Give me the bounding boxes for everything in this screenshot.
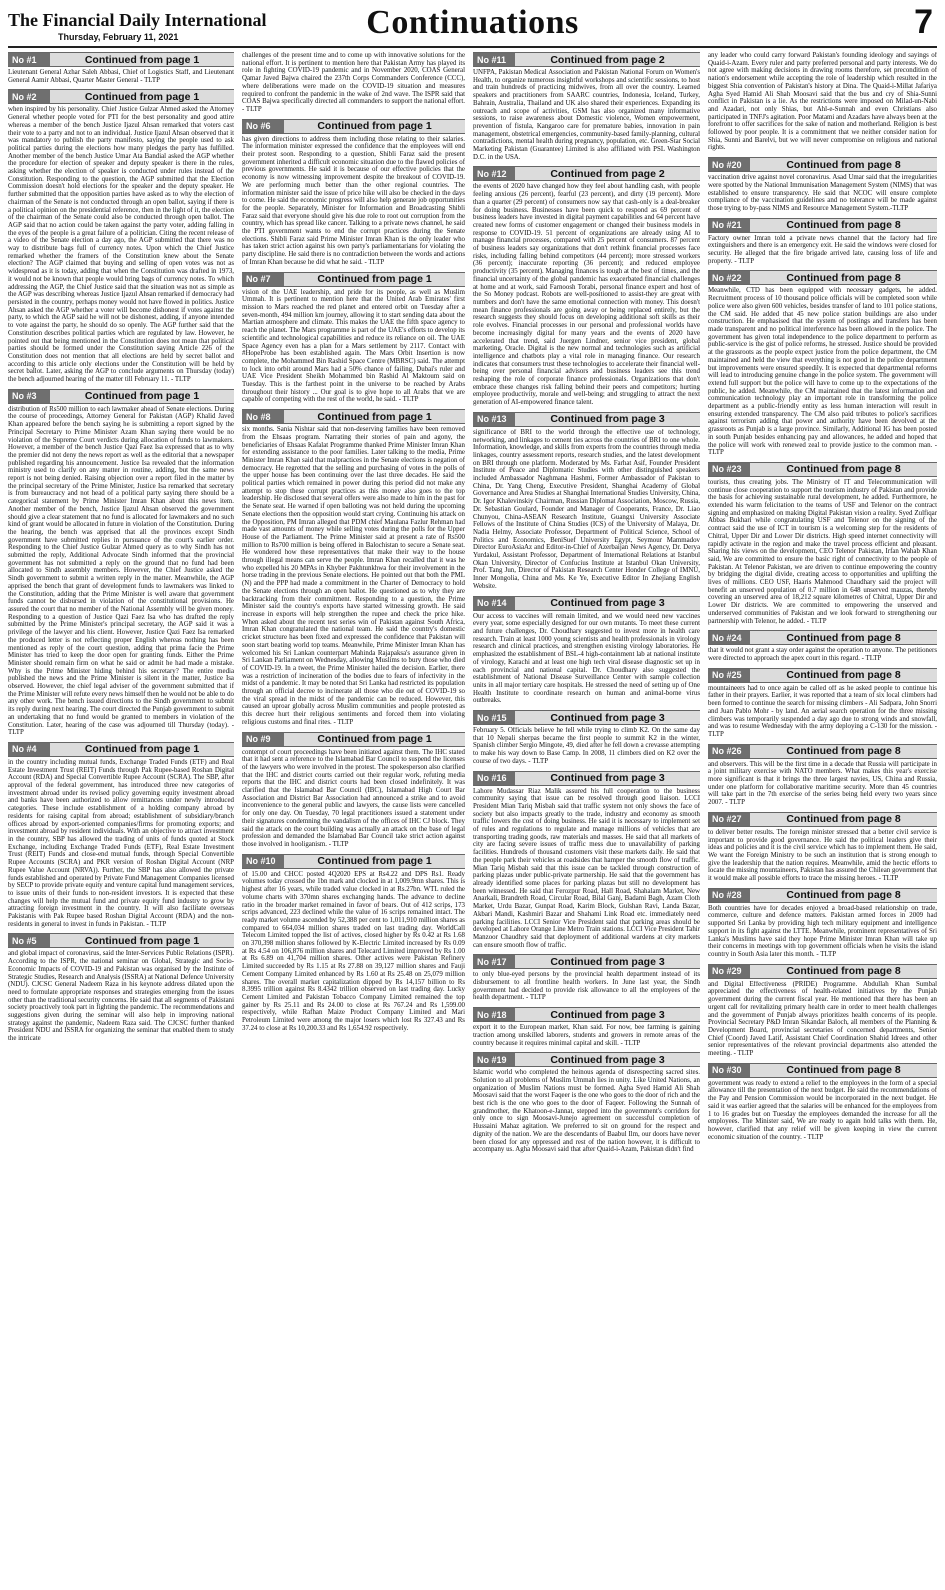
article-number-label: No #2 [8,90,50,103]
article-number-label: No #18 [473,1008,515,1021]
article-body: and Digital Effectiveness (PRIDE) Programme. Abdullah Khan Sumbal appreciated the effectiveness of health-related initiatives by the Punjab government during the current fiscal year. He mentioned that there has been an urgent call for revitalizing primary health care in order to meet health challenges and the government of Punjab always prioritizes health concerns of its people. Provincial Secretary P&D Imran Sikandar Baloch, all members of the Planning & Development Board, provincial secretaries of concerned departments, Senior Chief (Coord) Javed Latif, Assistant Chief Coordination Shahid Idrees and other senior representatives of the relevant provincial departments also attended the meeting. - TLTP [708,980,937,1058]
section-title: Continuations [366,4,579,41]
continued-from-label: Continued from page 8 [750,745,937,758]
article-block [242,409,465,726]
continued-from-label: Continued from page 1 [50,90,234,103]
continuation-bar [8,52,234,67]
article-body: and observers. This will be the first time in a decade that Russia will participate in a joint military exercise with NATO members. What makes this year's exercise more significant is that it brings the three largest navies, US, China and Russia, under one platform for collaborative maritime security. More than 45 countries will take part in the 7th exercise of the series being held every two years since 2007. - TLTP [708,760,937,807]
article-number-label: No #23 [708,463,750,476]
continued-from-label: Continued from page 8 [750,669,937,682]
article-block [708,888,937,959]
column-2 [242,52,465,1584]
article-number-label: No #16 [473,772,515,785]
article-number-label: No #6 [242,120,284,133]
continuation-bar [473,412,700,427]
article-number-label: No #22 [708,271,750,284]
article-body: and global impact of coronavirus, said the Inter-Services Public Relations (ISPR). According to the ISPR, the national seminar on Global, Strategic and Socio-Economic Impacts of COVID-19 and Pakistan was organised by the Institute of Strategic Studies, Research and Analysis (ISSRA) at National Defence University (NDU). CJCSC General Nadeem Raza in his keynote address dilated upon the need to formulate appropriate responses and strategies emerging from the issues other than the traditional security concerns. He said that all segments of Pakistani society proactively took part in fighting the pandemic. The recommendations and suggestions given during the seminar will also help in improving national strategy against the pandemic, Nadeem Raza said. The CJCSC further thanked President NDU and ISSRA for organizing the seminar that enabled them to study the intricate [8,950,234,1043]
article-body: any leader who could carry forward Pakistan's founding ideology and sayings of Quaid-i-Azam. Every ruler and party preferred personal and party interests. We do not agree with making decisions in drawing rooms therefore, set precondition of nation's endorsement while accepting the role of leadership which resulted in the biggest Shia convention of Pakistan's history at Dina. The Quaid-i-Millat Jafariya Agha Syed Hamid Ali Shah Moosavi said that the bus and cry of Shia-Sunni conflict in Pakistan is a lie. As the restrictions were imposed on Milad-un-Nabi and Azadari, not only Shias, but Ahl-e-Sunnah and even Christians also participated in TNFJ's agitation. Poor Matami and Azadars have always been at the forefront to offer sacrifices for the sake of nation and motherland. Religion is best followed by poor people. It is a commitment that we neither consider nation for Shia, Sunni and Barelvi, but we will never compromise on religious and national rights. [708,52,937,152]
article-number-label: No #19 [473,1053,515,1066]
continuation-bar [708,668,937,683]
article-number-label: No #4 [8,743,50,756]
continuation-bar [8,89,234,104]
article-block [242,854,465,1033]
continuation-bar [473,166,700,181]
continuation-bar [473,710,700,725]
continued-from-label: Continued from page 8 [750,463,937,476]
continued-from-label: Continued from page 1 [284,410,465,423]
article-block [242,52,465,114]
continued-from-label: Continued from page 8 [750,965,937,978]
article-body: vision of the UAE leadership, and pride for its people, as well as Muslim Ummah. It is pertinent to mention here that the United Arab Emirates' first mission to Mars reached the red planet and entered orbit on Tuesday after a seven-month, 494 million km journey, allowing it to start sending data about the Martian atmosphere and climate. This makes the UAE the fifth space agency to reach the planet. The Mars programme is part of the UAE's efforts to develop its scientific and technological capabilities and reduce its reliance on oil. The UAE Space Agency even has a plan for a Mars settlement by 2117. Contact with #HopeProbe has been established again. The Mars Orbit Insertion is now complete, the Mohammed Bin Rashid Space Centre (MBRSC) said. The attempt to lock into orbit around Mars had a 50% chance of failing, Dubai's ruler and UAE Vice President Sheikh Mohammed bin Rashid Al Maktoum said on Tuesday. This is the farthest point in the universe to be reached by Arabs throughout their history ... Our goal is to give hope to all Arabs that we are capable of competing with the rest of the world, he said. - TLTP [242,288,465,404]
continuation-bar [242,119,465,134]
article-number-label: No #1 [8,53,50,66]
continued-from-label: Continued from page 1 [284,855,465,868]
continued-from-label: Continued from page 8 [750,158,937,171]
article-number-label: No #9 [242,733,284,746]
article-body: has given directions to address them including those relating to their salaries. The information minister expressed the confidence that the employees will end their protest soon. Responding to a question, Shibli Faraz said the present government inherited a difficult economic situation due to the flawed policies of previous governments. He said it is because of our effective policies that the economy is now witnessing improvement despite the breakout of COVID-19. We are performing much better than the other regional countries. The information minister said the issue of price hike will also be checked in the days to come. He said the economic progress will also help generate job opportunities for the people. Separately, Minister for Information and Broadcasting Shibli Faraz said that everyone should give his due role to root out corruption from the country, which has spread like cancer. Talking to a private news channel, he said the PTI government wants to end the corrupt practices during the Senate elections. Shibli Faraz said Prime Minister Imran Khan is the only leader who has taken strict action against his own party's parliamentarians for violating the party discipline. He said there is no contradiction between the words and actions of Imran Khan because he did what he said. - TLTP [242,135,465,266]
article-body: Meanwhile, CTD has been equipped with necessary gadgets, he added. Recruitment process of 10 thousand police officials will be completed soon while police were also given 600 vehicles, besides transfer of land to 101 police stations, the CM said. He added that 45 new police station buildings are also under construction. He emphasised that the system of postings and transfers has been made transparent and no political interference has been allowed in the police. The government has given total independence to the police department to perform as public-service is the gist of police reforms, he stressed. Justice should be provided at the grassroots as the people expect justice from the police department, the CM maintained and held the view that everything is not good in the police department but improvements were ensured speedily. It is expected that departmental reforms will lead to introducing genuine change in the police system. The government will extend full support but the police will have to come up to the expectations of the public, he added. Meanwhile, the CM maintained that the latest information and communication technology play an important role in transforming the police department as a public-friendly entity as less human interaction will result in ensuring extended transparency. The CM also paid tributes to police's sacrifices against terrorism adding that power and authority have been devolved at the grassroots as Punjab is a large province. Similarly, Additional IG has been posted in south Punjab besides enhancing pay and allowances, he added and hoped that the police will work with renewed zeal to provide justice to the common man. - TLTP [708,287,937,457]
article-number-label: No #25 [708,669,750,682]
continuation-bar [708,964,937,979]
continued-from-label: Continued from page 3 [515,955,700,968]
continuation-bar [473,596,700,611]
article-body: six months. Sania Nishtar said that non-deserving families have been removed from the Ehsaas program. Narrating their stories of pain and agony, the beneficiaries of Ehsaas Kafalat Programme thanked Prime Minister Imran Khan for extending assistance to the poor families. Later talking to the media, Prime Minister Imran Khan said that malpractices in the Senate elections is negation of democracy. He regretted that the selling and purchasing of votes in the polls of the upper house has been continuing over the last three decades. He said the political parties which remained in power during this period did not make any attempt to stop these corrupt practices as this money also goes to the top leadership. He disclosed that several offers were also made to him in the past for the Senate seat. He warned if open balloting was not held during the upcoming Senate elections then the opposition would start crying. Continuing his attack on the Opposition, PM Imran alleged that PDM chief Maulana Fazlur Rehman had made vast amounts of money while selling votes during the polls for the Upper House of the Parliament. The Prime Minister said at present a rate of Rs500 million to Rs700 million is being offered in Balochistan to secure a Senate seat. He wondered how these representatives that make their way to the house through illegal means can serve the people. Imran Khan recalled that it was he who expelled his 20 MPAs in Khyber Pakhtunkhwa for their involvement in the horse trading in the previous Senate elections. He pointed out that both the PML (N) and the PPP had made a commitment in the Charter of Democracy to hold the Senate elections through an open ballot. He questioned as to why they are backtracking from their commitment. Responding to a question, the Prime Minister said the country's exports have started witnessing growth. He said increase in exports will help strengthen the rupee and check the price hike. When asked about the recent test series win of Pakistan against South Africa, Imran Khan congratulated the national team. He said the country's domestic cricket structure has been fixed and expressed the confidence that Pakistan will soon start beating world top teams. Meanwhile, Prime Minister Imran Khan has welcomed his Sri Lankan counterpart Mahinda Rajapaksa's assurance given in Sri Lankan Parliament on Wednesday, allowing Muslims to bury those who died of COVID-19. In a tweet, the Prime Minister hailed the decision. Earlier, there was a restriction of incineration of the bodies due to fears of infectivity in the midst of a pandemic. It may be noted that Sri Lanka had restricted its population through an official decree to incinerate all those who die out of COVID-19 so the viral spread in the midst of the pandemic can be reduced. However, this caused an uproar globally across Muslim communities and people protested as this decree hurt their religious sentiments and forced them into violating religious customs and final rites. - TLTP [242,426,465,726]
article-number-label: No #28 [708,889,750,902]
issue-date: Thursday, February 11, 2021 [58,32,179,42]
page-header [8,4,937,48]
continued-from-label: Continued from page 8 [750,631,937,644]
article-number-label: No #21 [708,219,750,232]
article-number-label: No #7 [242,273,284,286]
continued-from-label: Continued from page 3 [515,772,700,785]
article-body: mountaineers had to once again be called off as he asked people to continue his father in their prayers. Earlier, it was reported that a team of six local climbers had been formed to continue the search for missing climbers - Ali Sadpara, John Snorri and Juan Pablo Mohr - by land. An aerial search operation for the three missing climbers was temporarily suspended a day ago due to strong winds and snowfall, and was to resume Wednesday with the army deploying a C-130 for the mission. - TLTP [708,684,937,738]
article-number-label: No #13 [473,413,515,426]
continuation-bar [708,744,937,759]
article-body: distribution of Rs500 million to each lawmaker ahead of Senate elections. During the course of proceedings, Attorney General for Pakistan (AGP) Khalid Javed Khan appeared before the bench saying he is submitting a report signed by the Principal Secretary to Prime Minister Azam Khan saying there would be no violation of the Supreme Court verdicts during allocation of funds to lawmakers. However, a member of the bench Justice Qazi Faez Isa expressed that as to why the premier did not deny the news report as well as the editorial that a newspaper published regarding his announcement. Justice Isa revealed that the information ministry used to clarify on any matter in routine, adding, but the same news report is not being denied. Raising objection over a report filed in the matter by the principal secretary of the Prime Minister, Justice Isa remarked that secretary is from bureaucracy and not head of a political party saying there should be a categorical statement by Prime Minister Imran Khan about this news item. Another member of the bench, Justice Ijazul Ahsan observed the government should give a clear statement that no fund is allocated for lawmakers and no such kind of grant would be allocated in future in violation of the Constitution. During the hearing, the bench was apprised that all the provinces except Sindh government have submitted replies in pursuance of the court's earlier order. Responding to the Chief Justice Gulzar Ahmed query as to why Sindh has not submitted the reply, Additional Advocate Sindh informed that the provincial government has not submitted a reply on the ground that no fund had been allocated to Sindh assembly members. However, the Chief Justice asked the Sindh government to submit a written reply in the matter. Meanwhile, the AGP apprised the bench that grant of development funds to lawmakers was linked to the Constitution, adding that the Prime Minister is well aware that government funds cannot be disbursed in violation of the constitutional provisions. He assured the court that no member of the National Assembly will be given money. Responding to a question of Justice Qazi Faez Isa who has drafted the reply submitted by the Prime Minister's principal secretary, the AGP said it was a privilege of the lawyer and his client. However, Justice Qazi Faez Isa remarked the produced letter is not reflecting proper English whereas nothing has been mentioned as reply of the court question, adding that prima facie the Prime Minister has tried to keep the door open for granting funds. Either the Prime Minister should remain firm on what he said or admit he had made a mistake. Why is the Prime Minister hiding behind his secretary? The entire media published the news and the Prime Minister is silent in the matter, Justice Isa observed. However, the chief legal adviser of the government submitted that if the Prime Minister will refute every news himself then he would not be able to do any other work. The bench issued directions to the Sindh government to submit its reply during next hearing. The court directed the Punjab government to submit an undertaking that no fund would be granted to members in violation of the Constitution. Later, hearing of the case was adjourned till Thursday (today). - TLTP [8,405,234,737]
continuation-bar [473,771,700,786]
article-number-label: No #17 [473,955,515,968]
article-body: tourists, thus creating jobs. The Ministry of IT and Telecommunication will continue close cooperation to support the tourism industry of Pakistan and provide the basis for achieving sustainable rural development, he added. Furthermore, he extended his warm felicitation to the teams of USF and Telenor on the contract signing and emphasized on making Digital Pakistan vision a reality. Syed Zulfiqar Abbas Bukhari while congratulating USF and Telenor on the signing of the contract said the use of ICT in tourism is a welcoming step for the residents of Chitral, Upper Dir and Lower Dir districts. High speed internet connectivity will rapidly activate in the region and make the travel process efficient and pleasant. Sharing his views on the development, CEO Telenor Pakistan, Irfan Wahab Khan said, We are committed to ensure the basic right of connectivity to the people of Pakistan. At Telenor Pakistan, we are driven to continue empowering the country by bridging the digital divide, creating access to opportunities and uplifting the lives of millions. CEO USF, Haaris Mahmood Chaudhary said the project will benefit an unserved population of 0.7 million in 648 unserved mauzas, thereby covering an unserved area of 18,212 square kilometres of Chitral, Upper Dir and Lower Dir districts. We are committed to empowering the unserved and underserved communities of Pakistan and we look forward to strengthening our partnership with Telenor, he added. - TLTP [708,478,937,625]
article-body: Islamic world who completed the heinous agenda of disrespecting sacred sites. Solution to all problems of Muslim Ummah lies in unity. Like United Nations, an organization of Muslim Nations must be formed. Agha Syed Hamid Ali Shah Moosavi said that the worst Faqeer is the one who goes to the door of rich and the best rich is the one who goes to the door of Faqeer. Following the Sunnah of grandmother, the Khatoon-e-Jannat, stepped into the government's corridors for only once to sign Moosavi-Junejo agreement on successful completion of Hussaini Mahaz agitation. We preferred to sit on ground for the respect and dignity of the nation. We are the descendants of Baabul Ilm, our doors have never been closed for any oppressed and rest of the nation however, it is difficult to accompany us. Agha Moosavi said that after Quaid-i-Azam, Pakistan didn't find [473,1069,700,1154]
article-block [708,744,937,807]
article-block [708,812,937,883]
article-body: significance of BRI to the world through the effective use of technology, networking, and linkages to cement ties across the countries of BRI to one whole. Information, knowledge, and skills from experts from the countries through media linkages, country assessment reports, research studies, and the latest development on BRI through one platform. Moderated by Ms. Farhat Asif, Founder President Institute of Peace and Diplomatic Studies with other distinguished speakers included Ambassador Naghmana Hashmi, Former Ambassador of Pakistan to China, Dr. Yang Cheng, Executive President, Shanghai Academy of Global Governance and Area Studies at Shanghai International Studies University, China, Dr. Igor Khalevinskiy Chairman, Russian Diplomat Association, Moscow, Russia, Dr. Sebastian Goulard, Founder and Manager of Cooperants, France, Dr. Liao Chunyou, China-ASEAN Research Institute, Guangxi University Associate Fellows of the Institute of China Studies (ICS) of the University of Malaya, Dr. Nadia Helmy, Associate Professor, Department of Political Science, School of Politics and Economics, BeniSuef University Egypt, Seymour Mammadov Director EuroAsiaAz and Editor-in-Chief of Azerbaijan News Agency, Dr. Derya Yurdakul, Assistant Professor, Department of International Relations at Istanbul Okan University, Director of Confucius Institute at Istanbul Okan University, Prof. Tang Jun, Director of Pakistan Research Center Honder College of IMNU, Inner Mongolia, China and Ms. Ke Ye, Executive Editor In Zhejiang English Website. [473,428,700,590]
continuation-bar [708,1063,937,1078]
article-body: Both countries have for decades enjoyed a broad-based relationship on trade, commerce, culture and defence matters. Pakistan armed forces in 2009 had supported Sri Lanka by providing high tech military equipment and intelligence support in its fight against the LTTE. Meanwhile, prominent representatives of Sri Lanka's Muslims have said they hope Prime Minister Imran Khan will take up their concerns in meetings with top government officials when he visits the island country in South Asia later this month. - TLTP [708,904,937,958]
continued-from-label: Continued from page 1 [50,743,234,756]
article-body: Our access to vaccines will remain limited, and we would need new vaccines every year, some especially designed for our own mutants. To meet these current and future challenges, Dr. Choudhary suggested to invest more in health care research. Train at least 1000 young scientists and health professionals in virology research and clinical practices, and strengthen existing virology laboratories. He emphasized the establishment of BSL-4 high-containment lab at national institute of virology, Karachi and at least one high tech viral disease diagnostic set up in each provincial and national capital. Dr. Choudhary also suggested the establishment of National Disease Surveillance Center with sample collection units in all major tertiary care hospitals. He stressed the need of setting up of One Health Institute to coordinate research on human and animal-borne virus outbreaks. [473,612,700,705]
continuation-bar [8,389,234,404]
article-block [8,389,234,737]
continuation-bar [8,742,234,757]
article-body: challenges of the present time and to come up with innovative solutions for the national effort. It is pertinent to mention here that Pakistan Army has played its role in fighting COVID-19 pandemic and in November 2020, COAS General Qamar Javed Bajwa chaired the 237th Corps Commanders Conference (CCC), where deliberations were made on the COVID-19 situation and measures required to confront the pandemic in the wake of 2nd wave. The ISPR said that COAS Bajwa specifically directed all commanders to support the national effort. - TLTP [242,52,465,113]
article-block [473,52,700,161]
continuation-bar [473,954,700,969]
article-number-label: No #20 [708,158,750,171]
article-body: Lahore Mudassar Riaz Malik assured his full cooperation to the business community saying that issue can be resolved through good liaison. LCCI President Mian Tariq Misbah said that traffic system not only shows the face of society but also impacts greatly to the trade, industry and economy as smooth traffic lowers the cost of doing business. He said it is necessary to implement set of rules and regulations to regulate and manage millions of vehicles that are transporting trading goods, raw materials and masses. He said that all markets of city are facing severe issues of traffic mess due to unavailability of parking facilities. Hundreds of thousand customers visit these markets daily. He said that the people park their vehicles at roadsides that hamper the smooth flow of traffic. Mian Tariq Misbah said that this issue can be tackled through construction of parking plazas under public-private partnership. He said that the government has already identified some places for parking plazas but still no development has been witnessed. He said that Ferozpur Road, Hall Road, Shahalam Market, New Anarkali, Brandreth Road, Circular Road, Bilal Ganj, Badami Bagh, Azam Cloth Market, Urdu Bazar, Gunpat Road, Karim Block, Gulshan Ravi, Landa Bazar, Akbari Mandi, Kashmiri Bazar and Shahami Link Road etc. immediately need parking facilities. LCCI Senior Vice President said that parking areas should be developed at Lahore Orange Line Metro Train stations. LCCI Vice President Tahir Manzoor Chaudhry said that deployment of additional wardens at city markets can ensure smooth flow of traffic. [473,787,700,949]
article-number-label: No #26 [708,745,750,758]
continued-from-label: Continued from page 8 [750,271,937,284]
article-block [473,1052,700,1154]
article-number-label: No #3 [8,390,50,403]
column-3 [473,52,700,1584]
continued-from-label: Continued from page 3 [515,1008,700,1021]
article-block [473,771,700,950]
newspaper-name: The Financial Daily International [8,10,267,30]
article-block [708,964,937,1058]
article-body: contempt of court proceedings have been initiated against them. The IHC stated that it had sent a reference to the Islamabad Bar Council to suspend the licenses of the lawyers who were involved in the protest. The spokesperson also clarified that the IHC and district courts carried out their regular work, refuting media reports that the IHC and district courts had been closed indefinitely. It was clarified that the Islamabad Bar Council (IBC), Islamabad High Court Bar Association and District Bar Association had announced a strike and to avoid inconvenience to the general public and lawyers, the cause lists were cancelled for only one day. On Tuesday, 70 legal practitioners issued a statement under their signatures condemning the vandalism of the offices of IHC CJ block. They said the attack on the court building was actually an attack on the base of legal profession and demanded the Islamabad Bar Council take strict action against those involved in hooliganism. - TLTP [242,748,465,848]
continued-from-label: Continued from page 1 [284,273,465,286]
article-number-label: No #29 [708,965,750,978]
article-body: when inspired by his personality. Chief Justice Gulzar Ahmed asked the Attorney General whether people voted for PTI for the best personality and good attire whereas a member of the bench Justice Ijazul Ahsan remarked that voters cast their vote to a party and not to an individual. Justice Ijazul Ahsan observed that it was mandatory to publish the party manifesto, saying the people used to ask political parties during the elections how many pledges the party has fulfilled. Another member of the bench Justice Umar Ata Bandial asked the AGP whether the procedure for election of speaker and deputy speaker is there in the rules, asking whether the election of speaker is conducted under rules instead of the Constitution. Responding to the question, the AGP submitted that the Election Commission doesn't hold elections for the speaker and the deputy speaker. He further submitted that the opposition parties have asked as to why the election of chairman of the Senate is not conducted through an open ballot, saying if there is a political opinion on the presidential reference, then in the light of it, the election of the chairman of the Senate could also be conducted through open ballot. The AGP said that no action could be taken against the party voter, adding falling in the eyes of the people is a great failure of a politician. Citing the recent release of a video of the Senate election a day ago, the AGP submitted that there was no way to distribute bags full of currency notes. Upon which the Chief Justice remarked whether the framers of the Constitution knew about the Senate election? The AGP claimed that buying and selling of open votes was not as widespread as it is today, adding that when the Constitution was drafted in 1973, it would not be known that people would bring bags of currency notes. To which addressing the AGP, the Chief Justice said that the situation was not as simple as the AGP was describing whereas Justice Ijazul Ahsan remarked if democracy had persisted in the country, perhaps money would not have flowed in politics. Justice Ahsan asked the AGP whether a voter will become dishonest if votes against the party, to which the AGP said he will not be dishonest, adding, if anyone intended to vote against the party, he should do so openly. The AGP further said that the Constitution describes political parties which are regulated by law. However, he pointed out that being mentioned in the Constitution does not mean that political parties should be formed under the Constitution saying Article 226 of the Constitution does not mention that all elections are held by secret ballot and according to this article only elections under the Constitution will be held by secret ballot. Later, asking the AGP to conclude arguments on Thursday (today) the bench adjourned hearing of the matter till February 11. - TLTP [8,106,234,384]
article-block [242,732,465,849]
article-body: February 5. Officials believe he fell while trying to climb K2. On the same day that 10 Nepali sherpas became the first people to summit K2 in the winter, Spanish climber Sergio Mingote, 49, died after he fell down a crevasse attempting to make his way down to Base Camp. In 2008, 11 climbers died on K2 over the course of two days. - TLTP [473,727,700,765]
continued-from-label: Continued from page 3 [515,597,700,610]
continuation-bar [473,1007,700,1022]
article-block [708,270,937,456]
continuation-bar [242,272,465,287]
continued-from-label: Continued from page 1 [284,733,465,746]
continued-from-label: Continued from page 2 [515,167,700,180]
article-body: Lieutenant General Azhar Saleh Abbasi, Chief of Logistics Staff, and Lieutenant General Aamir Abbasi, Quarter Master General - TLTP [8,69,234,84]
article-block [708,462,937,625]
article-block [708,630,937,662]
continued-from-label: Continued from page 3 [515,413,700,426]
continued-from-label: Continued from page 1 [50,390,234,403]
continuation-bar [242,854,465,869]
article-number-label: No #8 [242,410,284,423]
continuation-bar [708,812,937,827]
continuation-bar [708,218,937,233]
article-body: UNFPA, Pakistan Medical Association and Pakistan National Forum on Women's Health, to organize numerous insightful workshops and scientific sessions, to host and train hundreds of practicing midwives, from all over the country. Learned speakers and practitioners from SAARC countries, Indonesia, Iceland, Turkey, Bahrain, Australia, Thailand and UK also shared their experiences. Expanding its outreach and scope of activities, GSM has also organized many informative sessions, to raise awareness about Domestic violence, Women empowerment, prevention of fistula, Kangaroo care for premature babies, innovation in pain management, obstetrical emergencies, community-based family-planning, cultural contradictions, mental health during pregnancy, population, etc. Green-Star Social Marketing Pakistan (Guarantee) Limited is also affiliated with PSL Washington D.C. in the USA. [473,69,700,161]
article-block [473,596,700,705]
article-body: Factory owner Imran told a private news channel that the factory had fire extinguishers and there is an emergency exit. He said the windows were closed for security. He alleged that the fire brigade arrived late, causing loss of life and property. - TLTP [708,234,937,265]
continued-from-label: Continued from page 8 [750,1064,937,1077]
continuation-bar [708,270,937,285]
continuation-bar [242,732,465,747]
continued-from-label: Continued from page 2 [515,53,700,66]
continued-from-label: Continued from page 3 [515,711,700,724]
continued-from-label: Continued from page 8 [750,219,937,232]
article-number-label: No #11 [473,53,515,66]
article-block [473,166,700,406]
column-4 [708,52,937,1584]
article-number-label: No #15 [473,711,515,724]
continued-from-label: Continued from page 3 [515,1053,700,1066]
article-number-label: No #12 [473,167,515,180]
article-block [708,157,937,213]
article-body: that it would not grant a stay order against the operation to anyone. The petitioners were directed to approach the apex court in this regard. - TLTP [708,647,937,662]
article-block [8,933,234,1042]
continuation-bar [473,1052,700,1067]
article-block [708,1063,937,1142]
article-block [473,1007,700,1047]
article-body: the events of 2020 have changed how they feel about handling cash, with people feeling anxious (26 percent), fearful (23 percent), and dirty (19 percent). More than a quarter (29 percent) of consumers now say that cash-only is a deal-breaker for doing business. Businesses have been quick to respond as 69 percent of business leaders have invested in digital payment capabilities and 64 percent have created new forms of customer engagement or changed their business models in response to COVID-19. 51 percent of organizations are already using AI to manage financial processes, compared with 25 percent of consumers. 87 percent of business leaders say organizations that don't rethink financial processes face risks, including falling behind competitors (44 percent); more stressed workers (36 percent); inaccurate reporting (36 percent); and reduced employee productivity (35 percent). Managing finances is tough at the best of times, and the financial uncertainty of the global pandemic has exacerbated financial challenges at home and at work, said Farnoosh Torabi, personal finance expert and host of the So Money podcast. Robots are well-positioned to assist-they are great with numbers and don't have the same emotional connection with money. This doesn't mean finance professionals are going away or being replaced entirely, but the research suggests they should focus on developing additional soft skills as their role evolves. Financial processes in our personal and professional worlds have become increasingly digital for many years and the events of 2020 have accelerated that trend, said Juergen Lindner, senior vice president, global marketing, Oracle. Digital is the new normal and technologies such as artificial intelligence and chatbots play a vital role in managing finance. Our research indicates that consumers trust these technologies to accelerate their financial well-being over personal financial advisors and business leaders see this trend reshaping the role of corporate finance professionals. Organizations that don't embrace these changes risk falling behind their peers and competitors; hurting employee productivity, morale and well-being; and struggling to attract the next generation of AI-empowered finance talent. [473,183,700,407]
article-number-label: No #14 [473,597,515,610]
article-body: export it to the European market, Khan said. For now, bee farming is gaining traction among unskilled laborers, students and growers in remote areas of the country because it requires minimal capital and skill. - TLTP [473,1024,700,1047]
article-body: of 15.00 and CHCC posted 4Q2020 EPS at Rs4.22 and DPS Rs1. Ready volumes today crossed the 1bn mark and clocked in at 1,009.9mn shares. This is highest after 16 years, while traded value clocked in at Rs.27bn. WTL ruled the volume charts with 370mn shares exchanging hands. The advance to decline ratio in the broader market remained in favor of bears. Out of 412 scrips, 173 scrips advanced, 223 declined while the value of 16 scrips remained intact. The ready market volume ascended by 52,388 per cent to 1,011,910 million shares as compared to 664,034 million shares traded on last trading day. WorldCall Telecom Limited topped the list of actives, closed higher by Rs 0.42 at Rs 1.68 on 370,398 million shares followed by K-Electric Limited increased by Rs 0.09 at Rs 4.54 on 106,876 million shares and Telecard Limited improved by Rs 1.00 at Rs 6.89 on 41,704 million shares. Other actives were Pakistan Refinery Limited succeeded by Rs 1.15 at Rs 27.88 on 39,127 million shares and Fauji Cement Company Limited enhanced by Rs 1.60 at Rs 25.48 on 25,079 million shares. The overall market capitalization dipped by Rs 14,157 billion to Rs 8.3995 trillion against Rs 8.4342 trillion observed on last trading day. Lucky Cement Limited and Pakistan Tobacco Company Limited remained the top gainer by Rs 25.11 and Rs 24.00 to close at Rs 767.24 and Rs 1,599.00 respectively, while Rafhan Maize Product Company Limited and Mari Petroleum Limited were among the major losers which lost Rs 327.43 and Rs 37.24 to close at Rs 10,200.33 and Rs 1,654.92 respectively. [242,870,465,1032]
continuation-bar [708,462,937,477]
continued-from-label: Continued from page 1 [284,120,465,133]
continuation-bar [8,933,234,948]
article-block [8,742,234,928]
article-block [8,89,234,383]
continuation-bar [473,52,700,67]
continuation-bar [708,157,937,172]
article-body: to only blue-eyed persons by the provincial health department instead of its disbursement to all frontline health workers. In June last year, the Sindh government had decided to provide risk allowance to all the employees of the health department. - TLTP [473,971,700,1002]
article-block [242,119,465,267]
continued-from-label: Continued from page 8 [750,813,937,826]
article-number-label: No #30 [708,1064,750,1077]
article-block [8,52,234,84]
continued-from-label: Continued from page 1 [50,53,234,66]
article-body: in the country including mutual funds, Exchange Traded Funds (ETF) and Real Estate Investment Trust (REIT) Funds through Pak Rupee-based Roshan Digital Account (RDA) and Special Convertible Rupee Account (SCRA). The SBP, after approval of the federal government, has introduced three new categories of investment abroad under its revised policy governing equity investment abroad and banks have been authorized to allow remittances under newly introduced categories. These include establishment of a holding company abroad by residents for raising capital from abroad; establishment of subsidiary/branch offices abroad by export-oriented companies/firms for promoting exports; and investment abroad by resident individuals. With an objective to attract investment in the country, SBP has allowed the trading of units of funds quoted at Stock Exchange, including Exchange Traded Funds (ETF), Real Estate Investment Trust (REIT) Funds and close-end mutual funds, through Special Convertible Rupee Accounts (SCRA) and PKR version of Roshan Digital Account (NRP Rupee Value Account (NRVA)). Further, the SBP has also allowed the private funds established and operated by Private Fund Management Companies licensed by SECP to provide private equity and venture capital fund management services, to issue units of their funds to non-resident investors. It is expected that these changes will help the mutual fund and private equity fund industry to grow by attracting foreign investment in the country. It will also facilitate overseas Pakistanis with Pak Rupee based Roshan Digital Account (RDA) and the non-residents in general to invest in funds in Pakistan. - TLTP [8,758,234,928]
article-number-label: No #24 [708,631,750,644]
article-block [473,412,700,591]
article-block [708,668,937,739]
page-number: 7 [914,3,933,41]
article-block [708,218,937,266]
article-number-label: No #27 [708,813,750,826]
article-block [473,954,700,1002]
article-block [473,710,700,766]
article-body: government was ready to extend a relief to the employees in the form of a special allowance till the presentation of the next budget. He said the recommendations of the Pay and Pension Commission would be incorporated in the next budget. He said it was earlier agreed that the salaries will be enhanced for the employees from 1 to 16 grades but on Tuesday the employees demanded the increase for all the employees. The Minister said, We are ready to again hold talks with them. He, however, clarified that any relief will be given keeping in view the current economic situation of the country. - TLTP [708,1079,937,1141]
article-body: vaccination drive against novel coronavirus. Asad Umar said that the irregularities were spotted by the National Immunisation Management System (NIMS) that was established to ensure transparency. He said that NCOC will ensure complete compliance of the vaccination guidelines and no tolerance will be made against those trying to by-pass NIMS and Resource Management System.-TLTP [708,174,937,212]
continuation-bar [708,630,937,645]
article-body: to deliver better results. The foreign minister stressed that a better civil service is important to provide good governance. He said the political leaders give their ideas and policies and it is the civil service which has to implement them. He said, We want the Foreign Ministry to be such an institution that is strong enough to give the leadership that the nation requires. Meanwhile, amid the hectic efforts to locate the missing mountaineers, Pakistan has assured the Chilean government that it would make all possible efforts to trace the missing heroes. - TLTP [708,828,937,883]
article-number-label: No #5 [8,934,50,947]
article-number-label: No #10 [242,855,284,868]
article-block [708,52,937,152]
continuation-bar [708,888,937,903]
continued-from-label: Continued from page 1 [50,934,234,947]
continuation-bar [242,409,465,424]
continued-from-label: Continued from page 8 [750,889,937,902]
article-block [242,272,465,405]
column-1 [8,52,234,1584]
